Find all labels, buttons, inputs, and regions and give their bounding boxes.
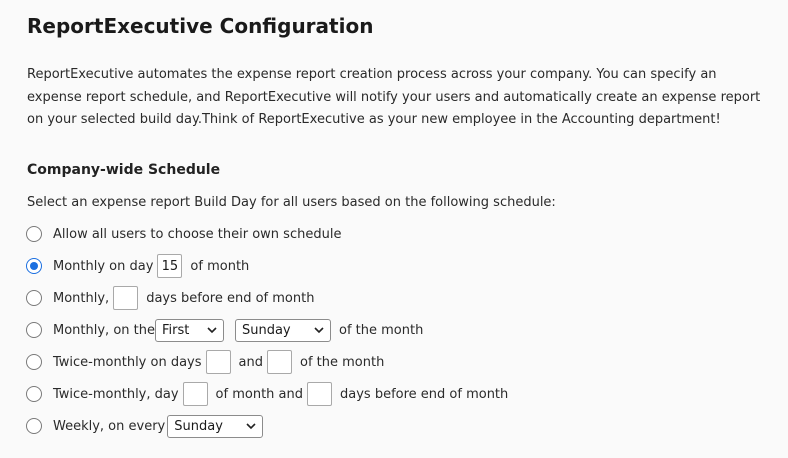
radio-monthly-before-end[interactable] <box>26 290 42 306</box>
twice-monthly-day1-input[interactable] <box>206 350 231 374</box>
schedule-prompt: Select an expense report Build Day for all users based on the following schedule: <box>27 195 556 210</box>
weekday-select-monthly[interactable] <box>235 319 331 342</box>
option-monthly-before-end-suffix: days before end of month <box>146 290 315 306</box>
weekday-select-weekly-value: Sunday <box>174 418 223 434</box>
option-weekly-label: Weekly, on every <box>53 418 166 434</box>
option-monthly-before-end-label: Monthly, <box>53 290 110 306</box>
chevron-down-icon <box>314 326 324 334</box>
option-monthly-before-end[interactable] <box>26 285 314 311</box>
radio-weekly[interactable] <box>26 418 42 434</box>
radio-monthly-nth-weekday[interactable] <box>26 322 42 338</box>
radio-own-schedule[interactable] <box>26 226 42 242</box>
weekday-select-monthly-value: Sunday <box>241 322 291 338</box>
monthly-days-before-end-input[interactable] <box>113 286 138 310</box>
option-twice-monthly-days-and: and <box>238 354 263 370</box>
twice-monthly-day2-input[interactable] <box>267 350 292 374</box>
twice-monthly-mixed-day-input[interactable] <box>183 382 208 406</box>
option-monthly-on-day-label: Monthly on day <box>53 258 154 274</box>
ordinal-select[interactable] <box>155 319 224 342</box>
option-own-schedule[interactable] <box>26 221 341 247</box>
radio-monthly-on-day[interactable] <box>26 258 42 274</box>
option-twice-monthly-mixed[interactable] <box>26 381 508 407</box>
ordinal-select-value: First <box>161 322 190 338</box>
section-heading-company-schedule: Company-wide Schedule <box>27 162 221 178</box>
option-twice-monthly-days[interactable] <box>26 349 384 375</box>
option-monthly-nth-weekday-label: Monthly, on the <box>53 322 155 338</box>
option-monthly-nth-weekday[interactable] <box>26 317 423 343</box>
option-twice-monthly-mixed-suffix: days before end of month <box>340 386 509 402</box>
twice-monthly-mixed-days-before-input[interactable] <box>307 382 332 406</box>
option-twice-monthly-mixed-label: Twice-monthly, day <box>53 386 179 402</box>
option-twice-monthly-days-label: Twice-monthly on days <box>53 354 202 370</box>
option-weekly[interactable] <box>26 413 263 439</box>
chevron-down-icon <box>207 326 217 334</box>
weekday-select-weekly[interactable] <box>167 415 263 438</box>
chevron-down-icon <box>246 422 256 430</box>
option-twice-monthly-days-suffix: of the month <box>299 354 385 370</box>
option-monthly-on-day[interactable] <box>26 253 249 279</box>
radio-twice-monthly-days[interactable] <box>26 354 42 370</box>
option-monthly-on-day-suffix: of month <box>190 258 250 274</box>
intro-paragraph: ReportExecutive automates the expense report creation process across your company. You can specify an expense report schedule, and ReportExecutive will notify your users and automatically create an expense report on your selected build day.Think of ReportExecutive as your new employee in the Accounting department! <box>27 67 761 127</box>
radio-twice-monthly-mixed[interactable] <box>26 386 42 402</box>
page-title: ReportExecutive Configuration <box>27 14 374 38</box>
monthly-day-input[interactable] <box>157 254 182 278</box>
option-monthly-nth-weekday-suffix: of the month <box>338 322 424 338</box>
option-twice-monthly-mixed-mid: of month and <box>215 386 303 402</box>
option-own-schedule-label: Allow all users to choose their own schedule <box>53 226 342 242</box>
